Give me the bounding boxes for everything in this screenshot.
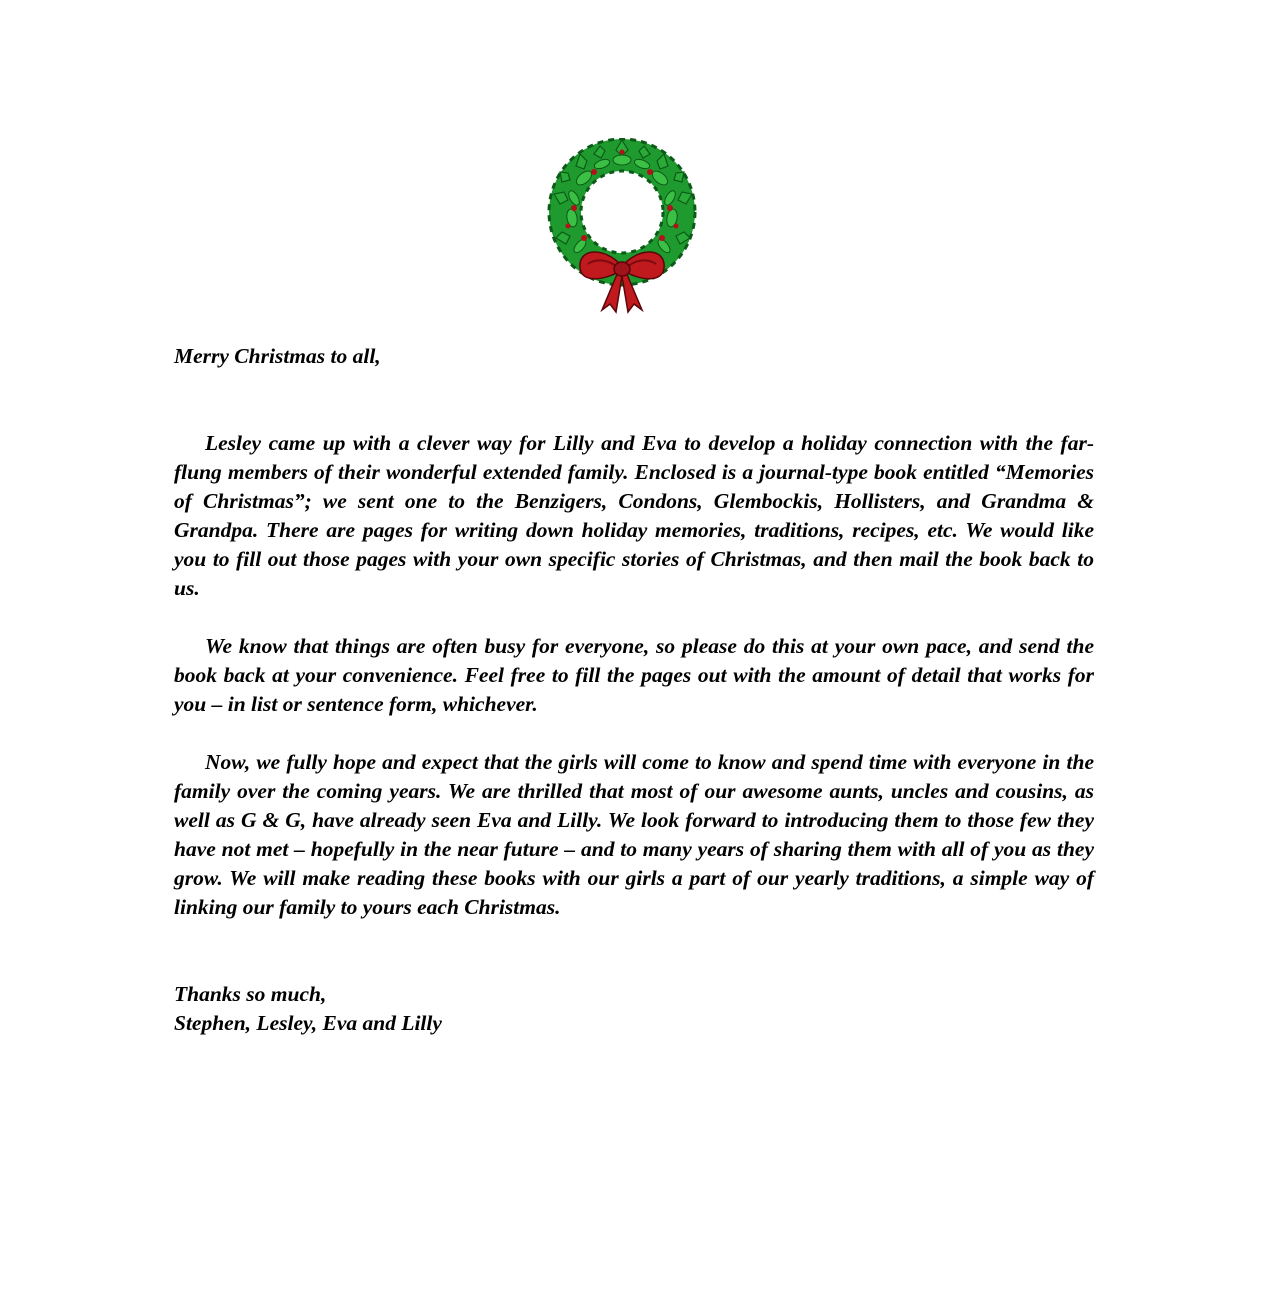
paragraph-1: Lesley came up with a clever way for Lilly and Eva to develop a holiday connection with the far-flung members of their wonderful extended family. Enclosed is a journal-type book entitled “Memories of Christmas”; we sent one to the Benzigers, Condons, Glembockis, Hollisters, and Grandma & Grandpa. There are pages for writing down holiday memories, traditions, recipes, etc. We would like you to fill out those pages with your own specific stories of Christmas, and then mail the book back to us.: [174, 431, 1094, 600]
closing: Thanks so much,: [174, 982, 327, 1006]
paragraph-2: We know that things are often busy for everyone, so please do this at your own pace, and send the book back at your convenience. Feel free to fill the pages out with the amount of detail that works for you – in list or sentence form, whichever.: [174, 634, 1094, 716]
christmas-wreath-icon: [544, 138, 700, 318]
letter-body: [174, 342, 1094, 1038]
salutation: Merry Christmas to all,: [174, 344, 381, 368]
paragraph-3: Now, we fully hope and expect that the girls will come to know and spend time with everyone in the family over the coming years. We are thrilled that most of our awesome aunts, uncles and cousins, as well as G & G, have already seen Eva and Lilly. We look forward to introducing them to those few they have not met – hopefully in the near future – and to many years of sharing them with all of you as they grow. We will make reading these books with our girls a part of our yearly traditions, a simple way of linking our family to yours each Christmas.: [174, 750, 1094, 919]
signature: Stephen, Lesley, Eva and Lilly: [174, 1011, 442, 1035]
